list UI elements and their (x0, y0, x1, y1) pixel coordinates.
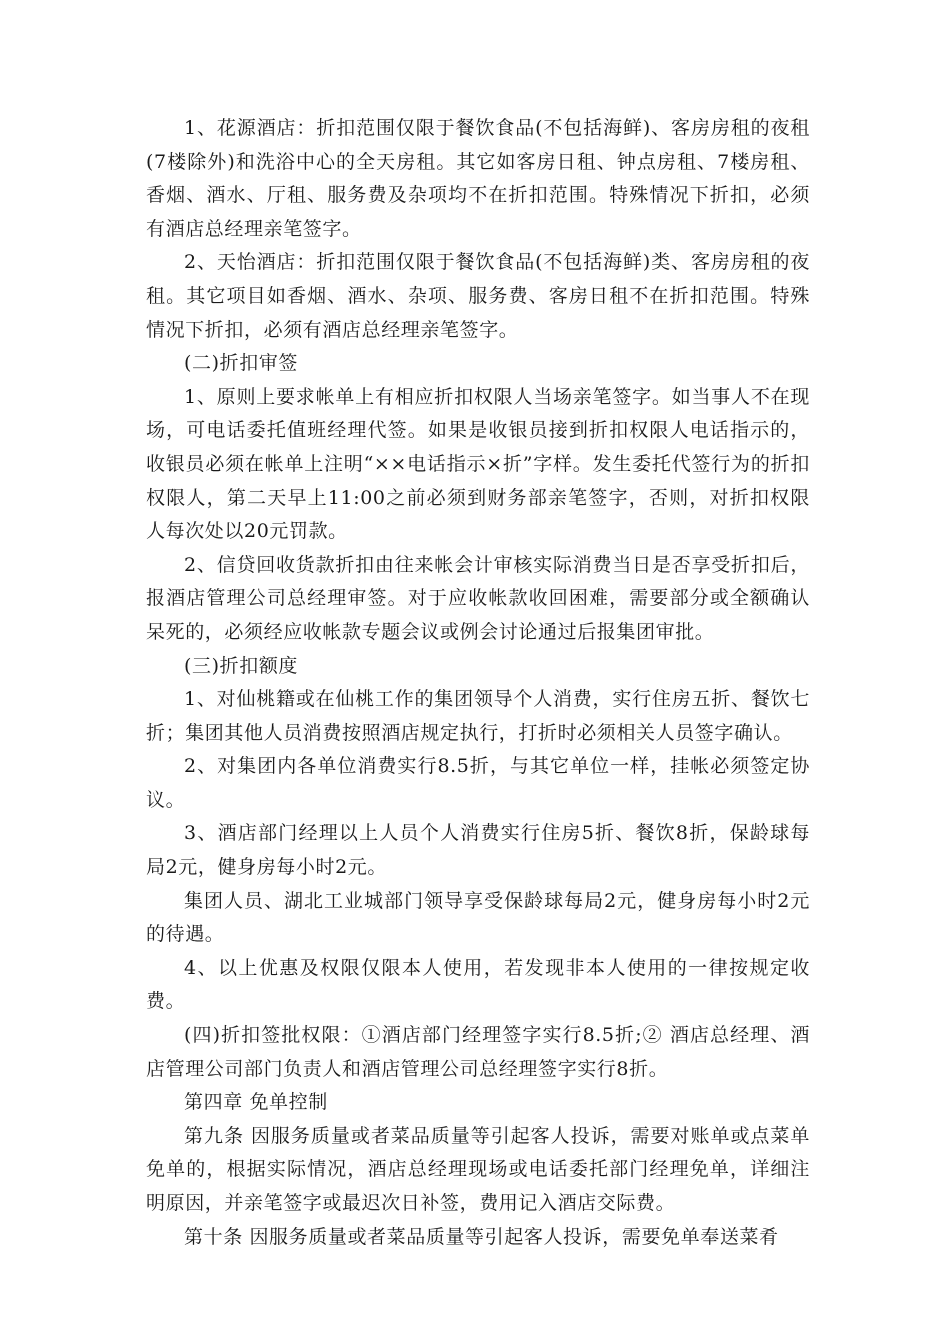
paragraph-amount-rule-3: 3、酒店部门经理以上人员个人消费实行住房5折、餐饮8折，保龄球每局2元，健身房每小时2元。 (146, 822, 810, 879)
paragraph-tianyi-hotel: 2、天怡酒店：折扣范围仅限于餐饮食品(不包括海鲜)类、客房房租的夜租。其它项目如香烟、酒水、杂项、服务费、客房日租不在折扣范围。特殊情况下折扣，必须有酒店总经理亲笔签字。 (146, 251, 810, 341)
paragraph-approval-rule-2: 2、信贷回收货款折扣由往来帐会计审核实际消费当日是否享受折扣后，报酒店管理公司总经理审签。对于应收帐款收回困难，需要部分或全额确认呆死的，必须经应收帐款专题会议或例会讨论通过后报集团审批。 (146, 553, 810, 643)
paragraph-amount-rule-1: 1、对仙桃籍或在仙桃工作的集团领导个人消费，实行住房五折、餐饮七折；集团其他人员消费按照酒店规定执行，打折时必须相关人员签字确认。 (146, 688, 810, 744)
paragraph-amount-rule-4: 4、以上优惠及权限仅限本人使用，若发现非本人使用的一律按规定收费。 (146, 956, 810, 1013)
paragraph-amount-rule-2: 2、对集团内各单位消费实行8.5折，与其它单位一样，挂帐必须签定协议。 (146, 755, 810, 811)
paragraph-signing-authority: (四)折扣签批权限：①酒店部门经理签字实行8.5折;② 酒店总经理、酒店管理公司部门负责人和酒店管理公司总经理签字实行8折。 (146, 1024, 810, 1080)
paragraph-huayuan-hotel: 1、花源酒店：折扣范围仅限于餐饮食品(不包括海鲜)、客房房租的夜租(7楼除外)和洗浴中心的全天房租。其它如客房日租、钟点房租、7楼房租、香烟、酒水、厅租、服务费及杂项均不在折扣范围。特殊情况下折扣，必须有酒店总经理亲笔签字。 (146, 117, 810, 240)
chapter-heading-free-bill: 第四章 免单控制 (184, 1091, 328, 1114)
document-body (146, 112, 810, 1254)
paragraph-article-9: 第九条 因服务质量或者菜品质量等引起客人投诉，需要对账单或点菜单免单的，根据实际情况，酒店总经理现场或电话委托部门经理免单，详细注明原因，并亲笔签字或最迟次日补签，费用记入酒店交际费。 (146, 1124, 810, 1214)
paragraph-article-10: 第十条 因服务质量或者菜品质量等引起客人投诉，需要免单奉送菜肴 (184, 1225, 779, 1248)
paragraph-amount-rule-3-note: 集团人员、湖北工业城部门领导享受保龄球每局2元，健身房每小时2元的待遇。 (146, 889, 810, 946)
section-heading-discount-amount: (三)折扣额度 (184, 654, 299, 677)
paragraph-approval-rule-1: 1、原则上要求帐单上有相应折扣权限人当场亲笔签字。如当事人不在现场，可电话委托值班经理代签。如果是收银员接到折扣权限人电话指示的，收银员必须在帐单上注明“××电话指示×折”字样。发生委托代签行为的折扣权限人，第二天早上11:00之前必须到财务部亲笔签字，否则，对折扣权限人每次处以20元罚款。 (146, 385, 810, 543)
section-heading-discount-approval: (二)折扣审签 (184, 352, 299, 375)
